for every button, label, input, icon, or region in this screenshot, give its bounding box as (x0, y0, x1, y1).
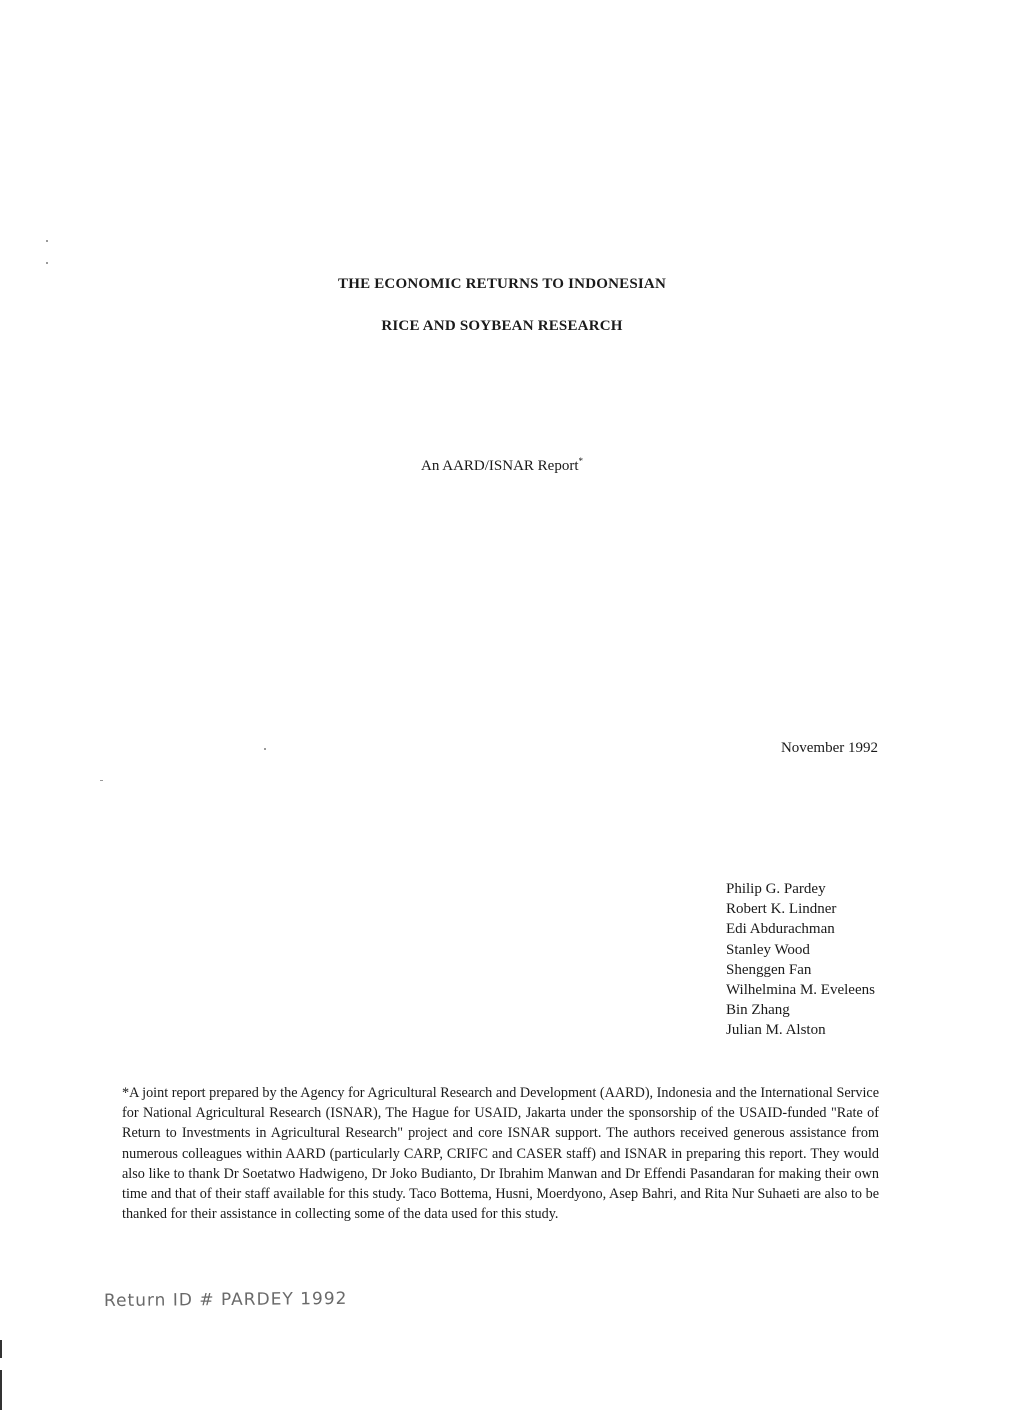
scan-speck (264, 748, 266, 750)
scan-edge-mark (0, 1340, 2, 1358)
handwritten-note: Return ID # PARDEY 1992 (103, 1288, 348, 1312)
author-name: Edi Abdurachman (726, 921, 835, 938)
author-list (726, 879, 875, 1041)
title-line-1: THE ECONOMIC RETURNS TO INDONESIAN (338, 276, 666, 292)
subtitle-text: An AARD/ISNAR Report (420, 458, 579, 474)
author-name: Stanley Wood (726, 941, 810, 958)
report-date: November 1992 (780, 740, 878, 756)
acknowledgement-footnote: *A joint report prepared by the Agency for Agricultural Research and Development (AARD), Indonesia and the International Service for National Agricultural Research (ISNAR), The Hague for USAID, Jakarta under the sponsorship of the USAID-funded "Rate of Return to Investments in Agricultural Research" project and core ISNAR support. The authors received generous assistance from numerous colleagues within AARD (particularly CARP, CRIFC and CASER staff) and ISNAR in preparing this report. They would also like to thank Dr Soetatwo Hadwigeno, Dr Joko Budianto, Dr Ibrahim Manwan and Dr Effendi Pasandaran for making their own time and that of their staff available for this study. Taco Bottema, Husni, Moerdyono, Asep Bahri, and Rita Nur Suhaeti are also to be thanked for their assistance in collecting some of the data used for this study. (122, 1085, 879, 1223)
title-line-2: RICE AND SOYBEAN RESEARCH (381, 318, 623, 334)
report-subtitle (0, 456, 1004, 475)
author-name: Bin Zhang (726, 1002, 790, 1019)
author-name: Philip G. Pardey (726, 881, 826, 897)
author-name: Robert K. Lindner (726, 901, 837, 918)
author-name: Wilhelmina M. Eveleens (726, 982, 875, 999)
scan-speck (100, 780, 103, 781)
footnote-marker: * (578, 456, 583, 466)
scan-edge-mark (0, 1370, 2, 1410)
scan-speck (46, 262, 48, 264)
author-name: Julian M. Alston (726, 1022, 826, 1039)
scan-speck (46, 240, 48, 242)
author-name: Shenggen Fan (726, 961, 812, 978)
